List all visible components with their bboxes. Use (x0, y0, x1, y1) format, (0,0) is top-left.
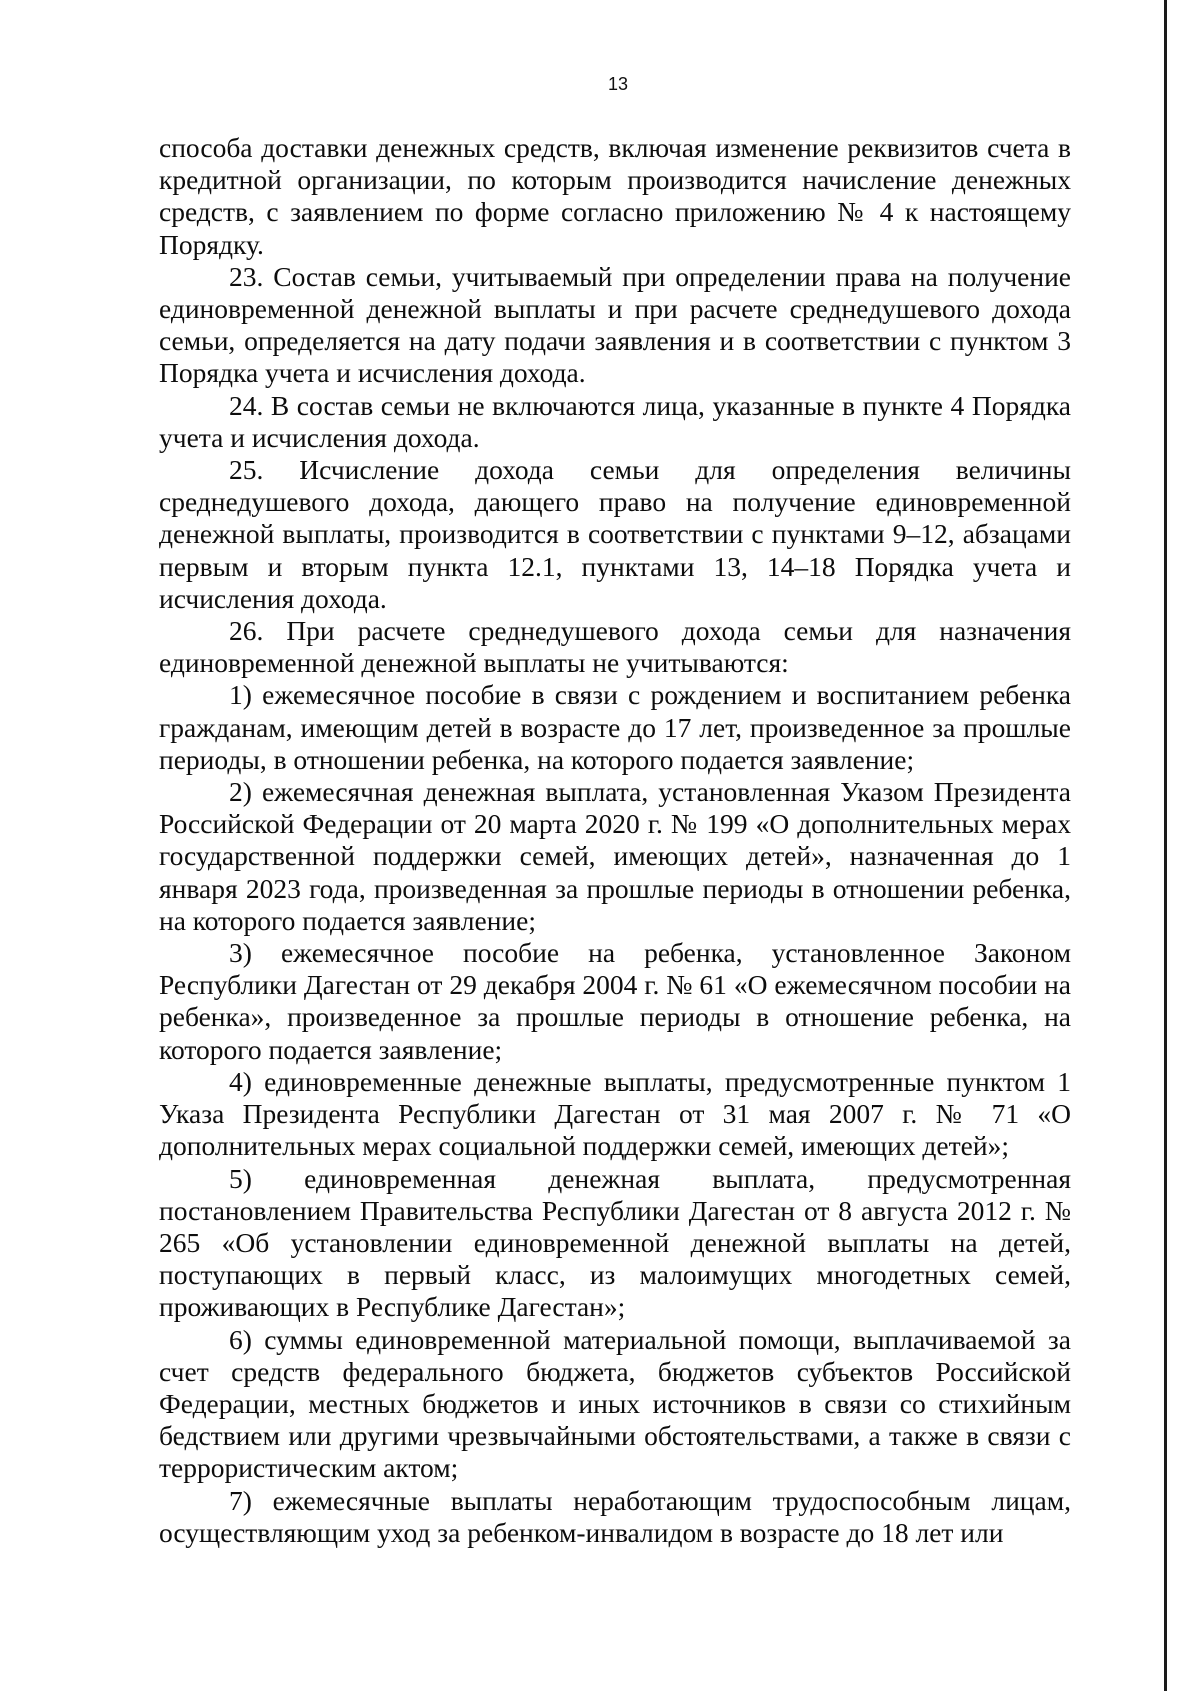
paragraph-25: 25. Исчисление дохода семьи для определения величины среднедушевого дохода, дающего право на получение единовременной денежной выплаты, производится в соответствии с пунктами 9–12, абзацами первым и вторым пункта 12.1, пунктами 13, 14–18 Порядка учета и исчисления дохода. (159, 454, 1071, 614)
list-item-2: 2) ежемесячная денежная выплата, установленная Указом Президента Российской Федерации от 20 марта 2020 г. № 199 «О дополнительных мерах государственной поддержки семей, имеющих детей», назначенная до 1 января 2023 года, произведенная за прошлые периоды в отношении ребенка, на которого подается заявление; (159, 776, 1071, 936)
page-number: 13 (607, 74, 629, 94)
document-body (159, 132, 1071, 1549)
list-item-6: 6) суммы единовременной материальной помощи, выплачиваемой за счет средств федерального бюджета, бюджетов субъектов Российской Федерации, местных бюджетов и иных источников в связи со стихийным бедствием или другими чрезвычайными обстоятельствами, а также в связи с террористическим актом; (159, 1323, 1071, 1484)
paragraph-26: 26. При расчете среднедушевого дохода семьи для назначения единовременной денежной выплаты не учитываются: (159, 615, 1071, 679)
paragraph-23: 23. Состав семьи, учитываемый при определении права на получение единовременной денежной выплаты и при расчете среднедушевого дохода семьи, определяется на дату подачи заявления и в соответствии с пунктом 3 Порядка учета и исчисления дохода. (159, 260, 1071, 389)
list-item-4: 4) единовременные денежные выплаты, предусмотренные пунктом 1 Указа Президента Республики Дагестан от 31 мая 2007 г. № 71 «О дополнительных мерах социальной поддержки семей, имеющих детей»; (159, 1065, 1071, 1162)
paragraph-24: 24. В состав семьи не включаются лица, указанные в пункте 4 Порядка учета и исчисления дохода. (159, 389, 1071, 453)
list-item-7: 7) ежемесячные выплаты неработающим трудоспособным лицам, осуществляющим уход за ребенком-инвалидом в возрасте до 18 лет или (159, 1484, 1071, 1548)
paragraph-continuation: способа доставки денежных средств, включая изменение реквизитов счета в кредитной организации, по которым производится начисление денежных средств, с заявлением по форме согласно приложению № 4 к настоящему Порядку. (159, 132, 1071, 260)
list-item-5: 5) единовременная денежная выплата, предусмотренная постановлением Правительства Республики Дагестан от 8 августа 2012 г. № 265 «Об установлении единовременной денежной выплаты на детей, поступающих в первый класс, из малоимущих многодетных семей, проживающих в Республике Дагестан»; (159, 1162, 1071, 1323)
scan-edge (1164, 0, 1167, 1691)
list-item-3: 3) ежемесячное пособие на ребенка, установленное Законом Республики Дагестан от 29 декабря 2004 г. № 61 «О ежемесячном пособии на ребенка», произведенное за прошлые периоды в отношение ребенка, на которого подается заявление; (159, 937, 1071, 1065)
list-item-1: 1) ежемесячное пособие в связи с рождением и воспитанием ребенка гражданам, имеющим детей в возрасте до 17 лет, произведенное за прошлые периоды, в отношении ребенка, на которого подается заявление; (159, 679, 1071, 775)
